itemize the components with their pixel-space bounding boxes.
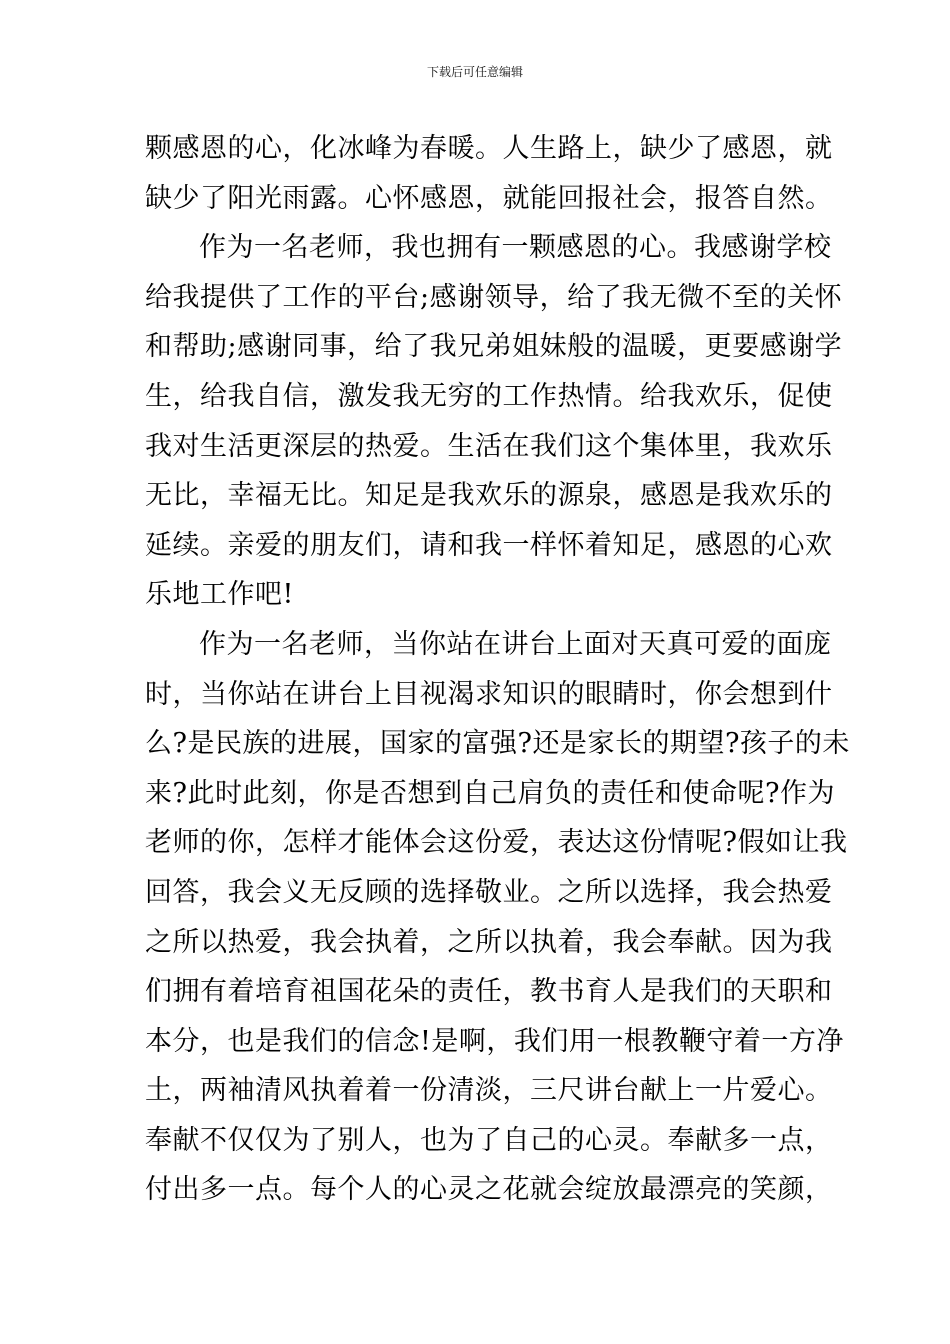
text-line: 时，当你站在讲台上目视渴求知识的眼睛时，你会想到什 [145,678,833,710]
text-line: 们拥有着培育祖国花朵的责任，教书育人是我们的天职和 [145,976,833,1008]
text-line: 老师的你，怎样才能体会这份爱，表达这份情呢?假如让我 [145,827,848,859]
text-line: 土，两袖清风执着着一份清淡，三尺讲台献上一片爱心。 [145,1075,833,1107]
text-line: 延续。亲爱的朋友们，请和我一样怀着知足，感恩的心欢 [145,529,833,561]
text-line: 缺少了阳光雨露。心怀感恩，就能回报社会，报答自然。 [145,182,833,214]
text-line: 乐地工作吧! [145,579,294,611]
text-line: 给我提供了工作的平台;感谢领导，给了我无微不至的关怀 [145,281,843,313]
page-header: 下载后可任意编辑 [426,65,523,79]
text-line: 无比，幸福无比。知足是我欢乐的源泉，感恩是我欢乐的 [145,480,833,512]
text-line: 本分，也是我们的信念!是啊，我们用一根教鞭守着一方净 [145,1025,844,1057]
text-line: 颗感恩的心，化冰峰为春暖。人生路上，缺少了感恩，就 [145,133,833,164]
text-line: 来?此时此刻，你是否想到自己肩负的责任和使命呢?作为 [145,777,835,809]
paragraph-first-line: 作为一名老师，我也拥有一颗感恩的心。我感谢学校 [199,232,832,264]
text-line: 之所以热爱，我会执着，之所以执着，我会奉献。因为我 [145,926,833,958]
paragraph-first-line: 作为一名老师，当你站在讲台上面对天真可爱的面庞 [199,628,832,660]
text-line: 付出多一点。每个人的心灵之花就会绽放最漂亮的笑颜， [145,1174,833,1206]
text-line: 和帮助;感谢同事，给了我兄弟姐妹般的温暖，更要感谢学 [145,331,843,363]
text-line: 回答，我会义无反顾的选择敬业。之所以选择，我会热爱 [145,876,833,908]
body-text [145,124,850,1215]
text-line: 么?是民族的进展，国家的富强?还是家长的期望?孩子的未 [145,728,850,760]
text-line: 生，给我自信，激发我无穷的工作热情。给我欢乐，促使 [145,380,833,412]
text-line: 奉献不仅仅为了别人，也为了自己的心灵。奉献多一点， [145,1124,833,1156]
text-line: 我对生活更深层的热爱。生活在我们这个集体里，我欢乐 [145,430,833,462]
